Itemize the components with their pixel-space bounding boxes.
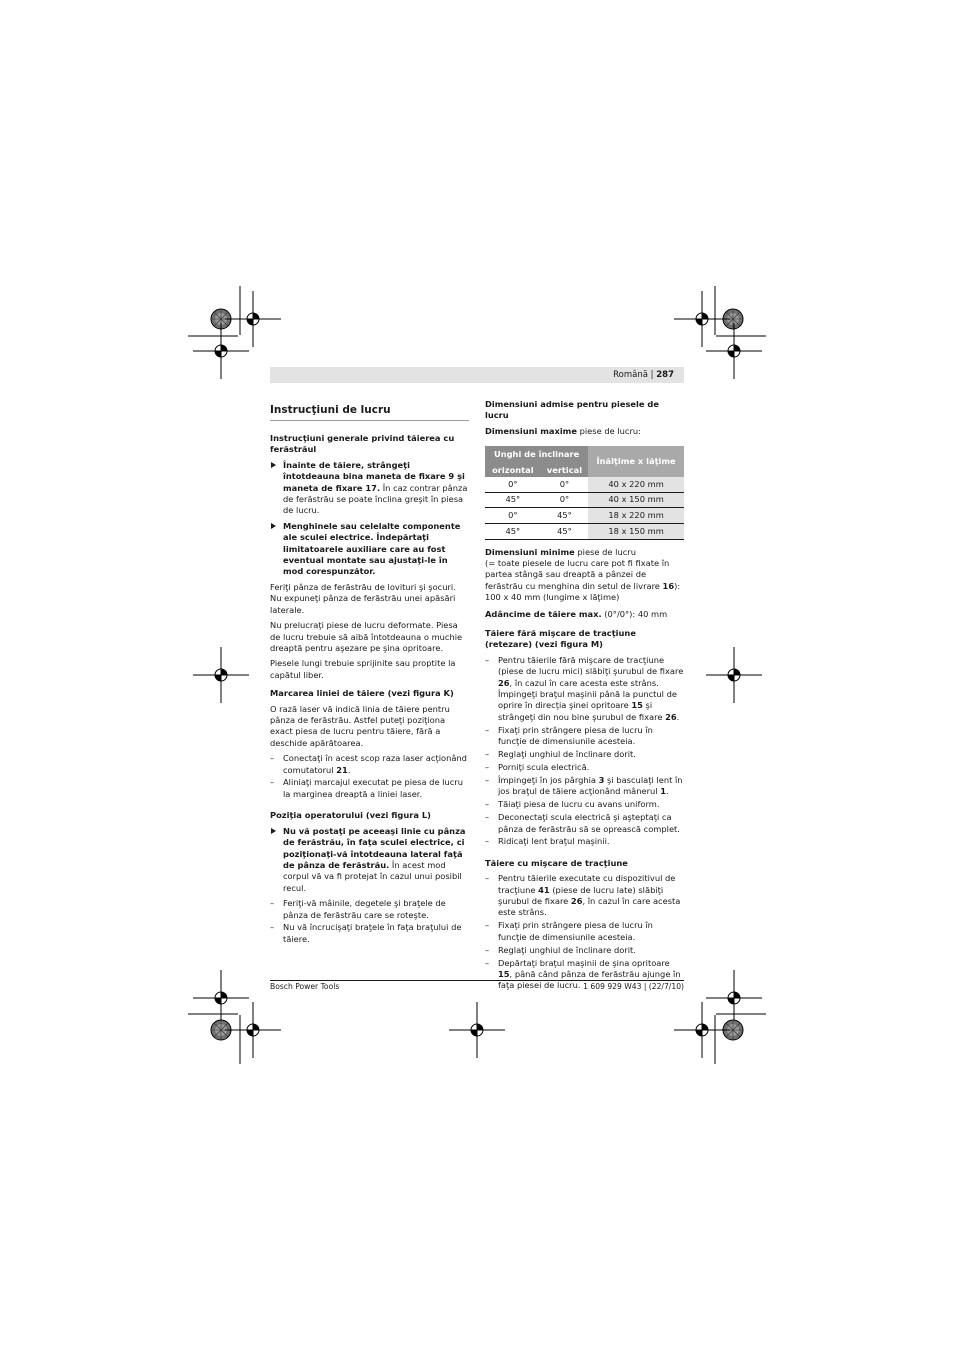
table-row: 45° 0° 40 x 150 mm	[485, 492, 684, 508]
table-header-vertical: vertical	[541, 463, 588, 477]
cut-step-4: – Porniţi scula electrică.	[485, 762, 590, 772]
pull-step-2: – Fixaţi prin strângere piesa de lucru în funcţie de dimensiunile acesteia.	[485, 920, 653, 942]
bullet-triangle-icon	[271, 462, 276, 468]
page-number: 287	[656, 370, 674, 380]
footer-doc-id: 1 609 929 W43 | (22/7/10)	[583, 982, 684, 991]
footer-brand: Bosch Power Tools	[270, 982, 340, 991]
pull-step-4: – Depărtaţi braţul maşinii de şina opritoare 15, până când pânza de ferăstrău ajunge în faţa piesei de lucru.	[485, 957, 681, 991]
table-header-size: Înălţime x lăţime	[588, 446, 684, 477]
bullet-clamp-text: În caz contrar pânza de ferăstrău se poate înclina greşit în piesa de lucru.	[283, 482, 468, 516]
cut-step-7: – Deconectaţi scula electrică şi aşteptaţi ca pânza de ferăstrău să se oprească complet.	[485, 812, 680, 834]
table-row: 0° 45° 18 x 220 mm	[485, 508, 684, 524]
pull-step-1: – Pentru tăierile executate cu dispozitivul de tracţiune 41 (piese de lucru late) slăbiţi şurubul de fixare 26, în cazul în care acesta este strâns.	[485, 873, 681, 918]
marking-heading: Marcarea liniei de tăiere (vezi figura K)	[270, 688, 454, 699]
bullet-components	[270, 521, 469, 578]
table-row: 0° 0° 40 x 220 mm	[485, 477, 684, 492]
page-header: Română | 287	[613, 370, 674, 380]
marking-step-2: – Aliniaţi marcajul executat pe piesa de lucru la marginea dreaptă a liniei laser.	[270, 777, 463, 799]
para-blade-protection: Feriţi pânza de ferăstrău de lovituri şi şocuri. Nu expuneţi pânza de ferăstrău unei apăsări laterale.	[270, 581, 456, 615]
pull-heading: Tăiere cu mişcare de tracţiune	[485, 857, 628, 868]
max-dims: Dimensiuni maxime piese de lucru:	[485, 425, 641, 436]
header-language: Română	[613, 370, 648, 380]
position-heading: Poziţia operatorului (vezi figura L)	[270, 810, 431, 821]
cut-heading: Tăiere fără mişcare de tracţiune (retezare) (vezi figura M)	[485, 628, 636, 650]
cut-step-6: – Tăiaţi piesa de lucru cu avans uniform.	[485, 799, 660, 810]
page-header-bar	[270, 367, 684, 383]
para-long-pieces: Piesele lungi trebuie sprijinite sau proptite la capătul liber.	[270, 658, 456, 680]
max-depth: Adâncime de tăiere max. (0°/0°): 40 mm	[485, 608, 668, 619]
left-column	[270, 403, 469, 947]
bullet-triangle-icon	[271, 523, 276, 529]
position-step-2: – Nu vă încrucişaţi braţele în faţa braţului de tăiere.	[270, 922, 462, 944]
marking-para: O rază laser vă indică linia de tăiere pentru pânza de ferăstrău. Astfel puteţi poziţiona exact piesa de lucru pentru tăiere, fără a deschide apărătoarea.	[270, 703, 450, 748]
cut-step-1: – Pentru tăierile fără mişcare de tracţiune (piese de lucru mici) slăbiţi şurubul de fixare 26, în cazul în care acesta este strâns. Împingeţi braţul maşinii până la punctul de oprire în direcţia şinei opritoare 15 şi strângeţi din nou bine şurubul de fixare 26.	[485, 654, 684, 722]
position-step-1: – Feriţi-vă mâinile, degetele şi braţele de pânza de ferăstrău care se roteşte.	[270, 898, 446, 920]
section-rule	[270, 420, 469, 421]
cut-step-2: – Fixaţi prin strângere piesa de lucru în funcţie de dimensiunile acesteia.	[485, 724, 653, 747]
bullet-position	[270, 826, 469, 894]
bullet-components-bold: Menghinele sau celelalte componente ale sculei electrice. Îndepărtaţi limitatoarele auxiliare care au fost eventual montate sau ajustaţi-le în mod corespunzător.	[283, 520, 461, 577]
dimensions-table	[485, 446, 684, 539]
right-column	[485, 399, 684, 993]
bullet-triangle-icon	[271, 828, 276, 834]
footer-rule	[270, 980, 684, 981]
pull-step-3: – Reglaţi unghiul de înclinare dorit.	[485, 944, 636, 955]
cut-step-5: – Împingeţi în jos pârghia 3 şi basculaţi lent în jos braţul de tăiere acţionând mânerul 1.	[485, 774, 683, 797]
dims-heading: Dimensiuni admise pentru piesele de lucru	[485, 399, 659, 421]
cut-step-8: – Ridicaţi lent braţul maşinii.	[485, 836, 610, 847]
para-deformed-pieces: Nu prelucraţi piese de lucru deformate. Piesa de lucru trebuie să aibă întotdeauna o muchie dreaptă pentru aşezare pe şina opritoare.	[270, 620, 463, 653]
marking-step-1: – Conectaţi în acest scop raza laser acţionând comutatorul 21.	[270, 753, 467, 775]
min-dims: Dimensiuni minime piese de lucru (= toate piesele de lucru care pot fi fixate în partea stângă sau dreaptă a pânzei de ferăstrău cu menghina din setul de livrare 16): 100 x 40 mm (lungime x lăţime)	[485, 546, 681, 603]
general-heading: Instrucţiuni generale privind tăierea cu ferăstrăul	[270, 433, 455, 455]
section-title: Instrucţiuni de lucru	[270, 404, 391, 416]
bullet-clamp	[270, 460, 469, 517]
table-header-horizontal: orizontal	[485, 463, 541, 477]
bullet-position-text: În acest mod corpul vă va fi protejat în cazul unui posibil recul.	[283, 859, 462, 893]
bullet-clamp-bold: Înainte de tăiere, strângeţi întotdeauna bina maneta de fixare 9 şi maneta de fixare 17.	[283, 459, 465, 493]
bullet-position-bold: Nu vă postaţi pe aceeaşi linie cu pânza de ferăstrău, în faţa sculei electrice, ci poziţionaţi-vă întotdeauna lateral faţă de pânza de ferăstrău.	[283, 825, 466, 870]
cut-step-3: – Reglaţi unghiul de înclinare dorit.	[485, 749, 636, 760]
table-header-angle: Unghi de înclinare	[485, 446, 588, 463]
table-row: 45° 45° 18 x 150 mm	[485, 524, 684, 540]
